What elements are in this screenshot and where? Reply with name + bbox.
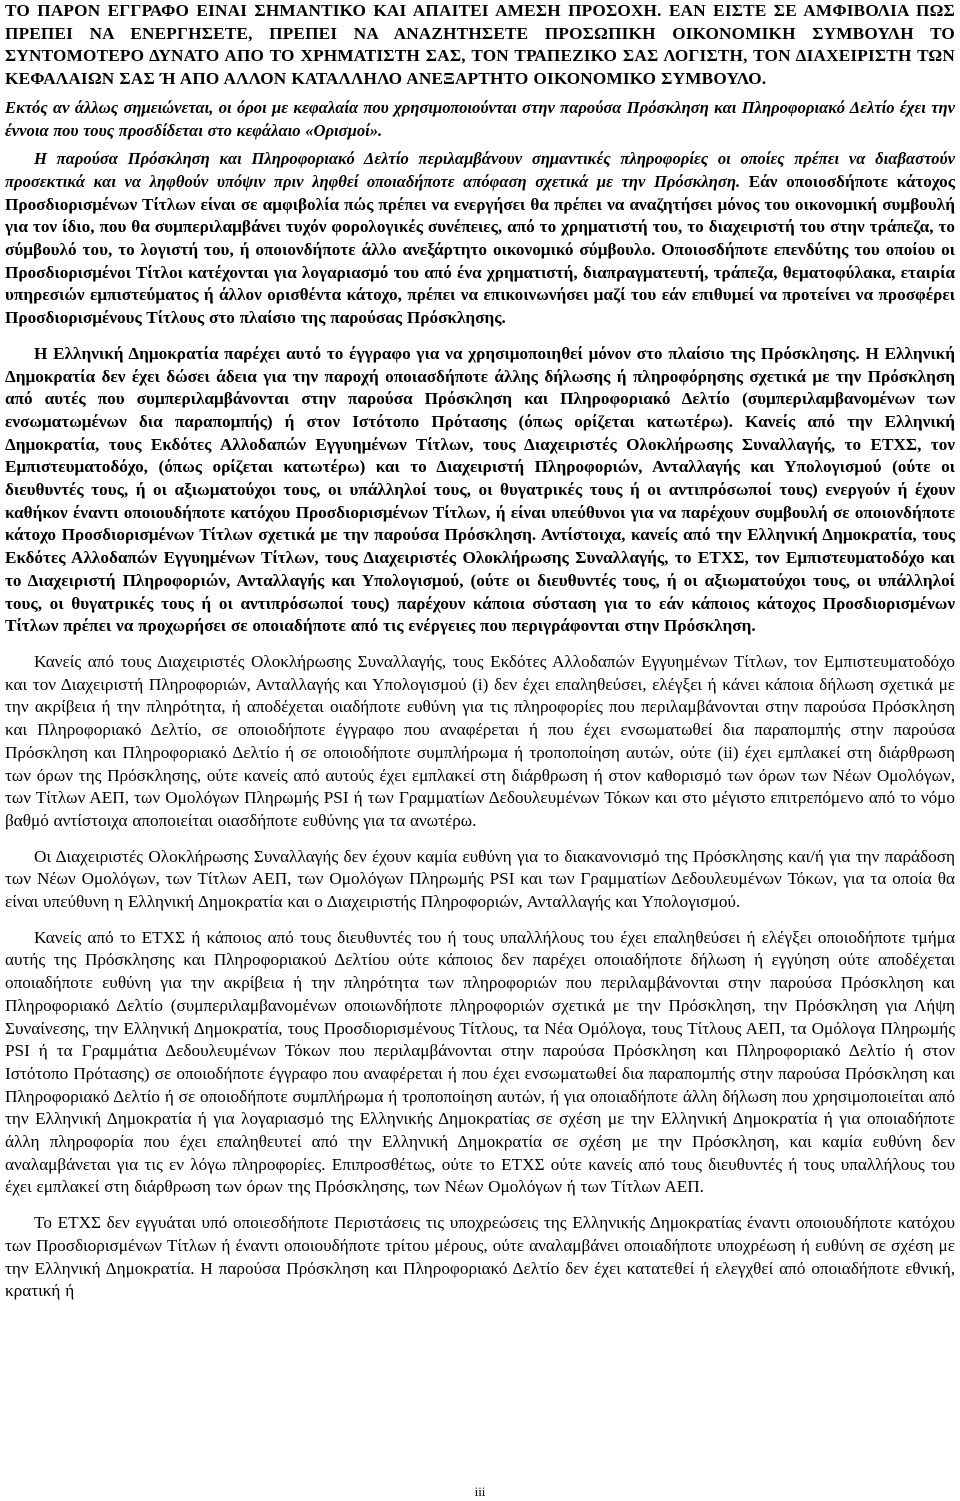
republic-disclaimer-paragraph: Η Ελληνική Δημοκρατία παρέχει αυτό το έγγραφο για να χρησιμοποιηθεί μόνον στο πλαίσιο της Πρόσκλησης. Η Ελληνική Δημοκρατία δεν έχει δώσει άδεια για την παροχή οποιασδήποτε άλλης δήλωσης ή πληροφόρησης σχετικά με την Πρόσκληση από αυτές που συμπεριλαμβάνονται στην παρούσα Πρόσκληση και Πληροφοριακό Δελτίο (συμπεριλαμβανομένων των ενσωματωμένων δια παραπομπής) ή στον Ιστότοπο Πρότασης (όπως ορίζεται κατωτέρω). Κανείς από την Ελληνική Δημοκρατία, τους Εκδότες Αλλοδαπών Εγγυημένων Τίτλων, τους Διαχειριστές Ολοκλήρωσης Συναλλαγής, το ΕΤΧΣ, τον Εμπιστευματοδόχο, (όπως ορίζεται κατωτέρω) και το Διαχειριστή Πληροφοριών, Ανταλλαγής και Υπολογισμού (ούτε οι διευθυντές τους, ή οι αξιωματούχοι τους, οι υπάλληλοί τους, οι θυγατρικές τους ή οι αντιπρόσωποί τους) ενεργούν ή έχουν καθήκον έναντι οποιουδήποτε κατόχου Προσδιορισμένων Τίτλων, ή είναι υπεύθυνοι για να παρέχουν συμβουλή σε οποιονδήποτε κάτοχο Προσδιορισμένων Τίτλων σχετικά με την παρούσα Πρόσκληση. Αντίστοιχα, κανείς από την Ελληνική Δημοκρατία, τους Εκδότες Αλλοδαπών Εγγυημένων Τίτλων, τους Διαχειριστές Ολοκλήρωσης Συναλλαγής, το ΕΤΧΣ, τον Εμπιστευματοδόχο και το Διαχειριστή Πληροφοριών, Ανταλλαγής και Υπολογισμού, (ούτε οι διευθυντές τους, ή οι αξιωματούχοι τους, οι υπάλληλοί τους, οι θυγατρικές τους ή οι αντιπρόσωποί τους) παρέχουν κάποια σύσταση για το εάν κάποιος κάτοχος Προσδιορισμένων Τίτλων πρέπει να προχωρήσει σε οποιαδήποτε από τις ενέργειες που περιγράφονται στην Πρόσκληση. [5,343,955,636]
document-page [5,0,955,1303]
definitions-note: Εκτός αν άλλως σημειώνεται, οι όροι με κεφαλαία που χρησιμοποιούνται στην παρούσα Πρόσκληση και Πληροφοριακό Δελτίο έχει την έννοια που τους προσδίδεται στο κεφάλαιο «Ορισμοί». [5,97,955,140]
page-number: iii [474,1484,486,1499]
advice-text: Εάν οποιοσδήποτε κάτοχος Προσδιορισμένων Τίτλων είναι σε αμφιβολία πώς πρέπει να ενεργήσει θα πρέπει να αναζητήσει μόνος του οικονομική συμβουλή για τον ίδιο, που θα συμπεριλαμβάνει τυχόν φορολογικές συνέπειες, από το χρηματιστή του, το διαχειριστή του στην τράπεζα, το σύμβουλό του, το λογιστή του, ή οποιονδήποτε άλλο ανεξάρτητο οικονομικό σύμβουλο. Οποιοσδήποτε επενδύτης του οποίου οι Προσδιορισμένοι Τίτλοι κατέχονται για λογαριασμό του από ένα χρηματιστή, διαπραγματευτή, τράπεζα, θεματοφύλακα, εταιρία υπηρεσιών εμπιστεύματος ή άλλον ορισθέντα κάτοχο, πρέπει να επικοινωνήσει μαζί του εάν επιθυμεί να προτείνει να προσφέρει Προσδιορισμένους Τίτλους στο πλαίσιο της παρούσας Πρόσκλησης. [5,171,955,328]
important-notice: ΤΟ ΠΑΡΟΝ ΕΓΓΡΑΦΟ ΕΙΝΑΙ ΣΗΜΑΝΤΙΚΟ ΚΑΙ ΑΠΑΙΤΕΙ ΑΜΕΣΗ ΠΡΟΣΟΧΗ. ΕΑΝ ΕΙΣΤΕ ΣΕ ΑΜΦΙΒΟΛΙΑ ΠΩΣ ΠΡΕΠΕΙ ΝΑ ΕΝΕΡΓΗΣΕΤΕ, ΠΡΕΠΕΙ ΝΑ ΑΝΑΖΗΤΗΣΕΤΕ ΠΡΟΣΩΠΙΚΗ ΟΙΚΟΝΟΜΙΚΗ ΣΥΜΒΟΥΛΗ ΤΟ ΣΥΝΤΟΜΟΤΕΡΟ ΔΥΝΑΤΟ ΑΠΟ ΤΟ ΧΡΗΜΑΤΙΣΤΗ ΣΑΣ, ΤΟΝ ΤΡΑΠΕΖΙΚΟ ΣΑΣ ΛΟΓΙΣΤΗ, ΤΟΝ ΔΙΑΧΕΙΡΙΣΤΗ ΤΩΝ ΚΕΦΑΛΑΙΩΝ ΣΑΣ Ή ΑΠΟ ΑΛΛΟΝ ΚΑΤΑΛΛΗΛΟ ΑΝΕΞΑΡΤΗΤΟ ΟΙΚΟΝΟΜΙΚΟ ΣΥΜΒΟΥΛΟ. [5,1,955,89]
settlement-responsibility-paragraph: Οι Διαχειριστές Ολοκλήρωσης Συναλλαγής δεν έχουν καμία ευθύνη για το διακανονισμό της Πρόσκλησης και/ή για την παράδοση των Νέων Ομολόγων, των Τίτλων ΑΕΠ, των Ομολόγων Πληρωμής PSI και των Γραμματίων Δεδουλευμένων Τόκων, για τα οποία θα είναι υπεύθυνη η Ελληνική Δημοκρατία και ο Διαχειριστής Πληροφοριών, Ανταλλαγής και Υπολογισμού. [5,846,955,912]
efsf-guarantee-paragraph: Το ΕΤΧΣ δεν εγγυάται υπό οποιεσδήποτε Περιστάσεις τις υποχρεώσεις της Ελληνικής Δημοκρατίας έναντι οποιουδήποτε κατόχου των Προσδιορισμένων Τίτλων ή έναντι οποιουδήποτε τρίτου μέρους, ούτε αναλαμβάνει οποιαδήποτε υποχρέωση ή ευθύνη σε σχέση με την Ελληνική Δημοκρατία. Η παρούσα Πρόσκληση και Πληροφοριακό Δελτίο δεν έχει κατατεθεί ή ελεγχθεί από οποιαδήποτε εθνική, κρατική ή [5,1213,955,1301]
efsf-disclaimer-paragraph: Κανείς από το ΕΤΧΣ ή κάποιος από τους διευθυντές του ή τους υπαλλήλους του έχει επαληθεύσει ή ελέγξει οποιοδήποτε τμήμα αυτής της Πρόσκλησης και Πληροφοριακού Δελτίου ούτε κάποιος δεν παρέχει οποιαδήποτε δήλωση ή εγγύηση ούτε αποδέχεται οποιαδήποτε ευθύνη για την ακρίβεια ή την πληρότητα των πληροφοριών που περιλαμβάνονται στην παρούσα Πρόσκληση και Πληροφοριακό Δελτίο (συμπεριλαμβανομένων οποιωνδήποτε πληροφοριών σχετικά με την Πρόσκληση, την Πρόσκληση για Λήψη Συναίνεσης, την Ελληνική Δημοκρατία, τους Προσδιορισμένους Τίτλους, τα Νέα Ομόλογα, τους Τίτλους ΑΕΠ, τα Ομόλογα Πληρωμής PSI ή τα Γραμμάτια Δεδουλευμένων Τόκων που περιλαμβάνονται στην παρούσα Πρόσκληση και Πληροφοριακό Δελτίο ή στον Ιστότοπο Πρότασης) σε οποιοδήποτε έγγραφο που αναφέρεται ή που έχει ενσωματωθεί δια παραπομπής στην παρούσα Πρόσκληση και Πληροφοριακό Δελτίο ή σε οποιοδήποτε συμπλήρωμα ή τροποποίηση αυτών, ή για οποιαδήποτε άλλη δήλωση που χρησιμοποιείται από την Ελληνική Δημοκρατία ή για λογαριασμό της Ελληνικής Δημοκρατίας σε σχέση με την Ελληνική Δημοκρατία ή για οποιαδήποτε άλλη πληροφορία που έχει επαληθευτεί από την Ελληνική Δημοκρατία σε σχέση με την Πρόσκληση, και καμία ευθύνη δεν αναλαμβάνεται για τις εν λόγω πληροφορίες. Επιπροσθέτως, ούτε το ΕΤΧΣ ούτε κανείς από τους διευθυντές ή τους υπαλλήλους του έχει εμπλακεί στη διάρθρωση των όρων της Πρόσκλησης, των Νέων Ομολόγων ή των Τίτλων ΑΕΠ. [5,927,955,1197]
important-information-text: Η παρούσα Πρόσκληση και Πληροφοριακό Δελτίο περιλαμβάνουν σημαντικές πληροφορίες οι οποίες πρέπει να διαβαστούν προσεκτικά και να ληφθούν υπόψιν πριν ληφθεί οποιαδήποτε απόφαση σχετικά με την Πρόσκληση. [5,149,955,191]
important-information-paragraph [5,148,955,330]
managers-disclaimer-paragraph: Κανείς από τους Διαχειριστές Ολοκλήρωσης Συναλλαγής, τους Εκδότες Αλλοδαπών Εγγυημένων Τίτλων, τον Εμπιστευματοδόχο και τον Διαχειριστή Πληροφοριών, Ανταλλαγής και Υπολογισμού (i) δεν έχει επαληθεύσει, ελέγξει ή κάνει κάποια δήλωση σχετικά με την ακρίβεια ή την πληρότητα, ή αποδέχεται οιαδήποτε ευθύνη για τις πληροφορίες που περιλαμβάνονται στην παρούσα Πρόσκληση και Πληροφοριακό Δελτίο, σε οποιοδήποτε έγγραφο που αναφέρεται ή που έχει ενσωματωθεί δια παραπομπής στην παρούσα Πρόσκληση και Πληροφοριακό Δελτίο ή σε οποιοδήποτε συμπλήρωμα ή τροποποίηση αυτών, ούτε (ii) έχει εμπλακεί στη διάρθρωση των όρων της Πρόσκλησης, ούτε κανείς από αυτούς έχει εμπλακεί στη διάρθρωση ή στον καθορισμό των όρων των Νέων Ομολόγων, των Τίτλων ΑΕΠ, των Ομολόγων Πληρωμής PSI ή των Γραμματίων Δεδουλευμένων Τόκων και στο μέγιστο επιτρεπόμενο από το νόμο βαθμό αντίστοιχα αποποιείται οιασδήποτε ευθύνης για τα ανωτέρω. [5,651,955,830]
